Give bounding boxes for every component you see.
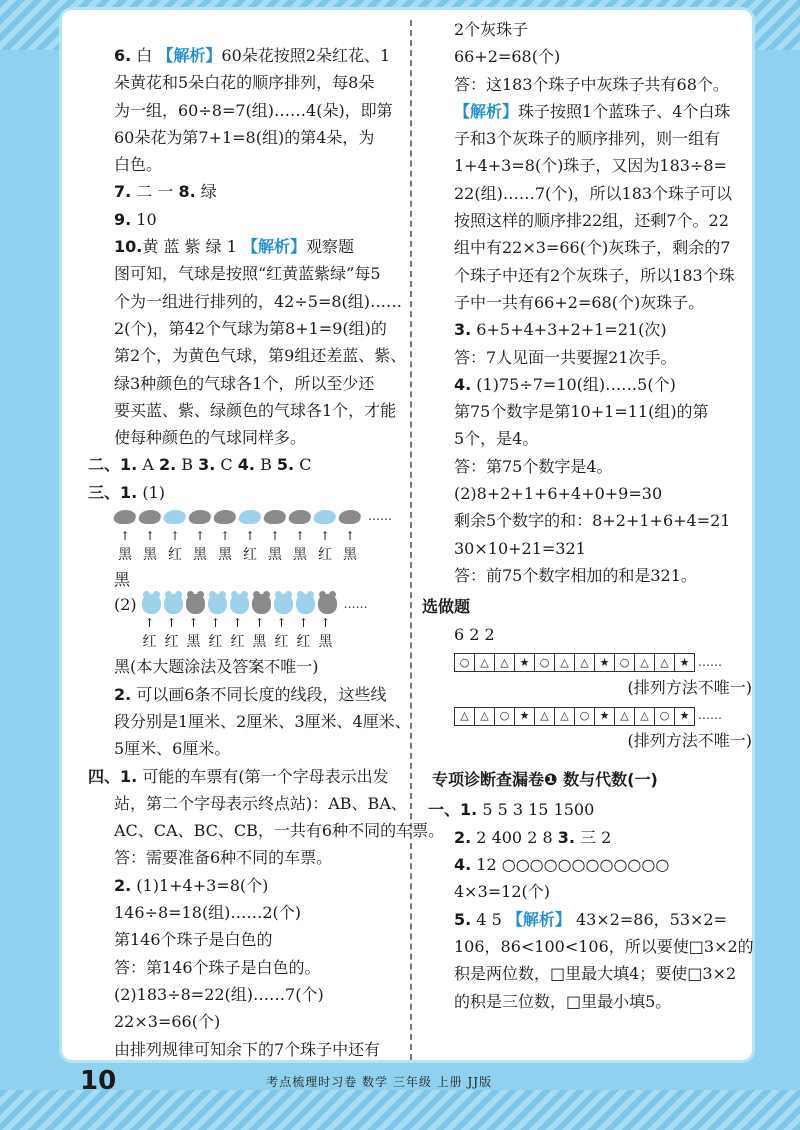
horse-icon xyxy=(211,510,238,524)
q-number: 7. xyxy=(114,182,132,202)
triangle-icon: △ xyxy=(614,707,635,726)
page-number: 10 xyxy=(80,1066,117,1096)
color-label: 黑 xyxy=(343,547,357,564)
arrow-row xyxy=(114,528,404,544)
answer-line: 黑(本大题涂法及答案不唯一) xyxy=(114,657,319,677)
answer-line xyxy=(422,906,762,933)
answer-text: 绿 xyxy=(195,182,217,202)
color-label-row xyxy=(114,544,404,566)
color-label: 红 xyxy=(243,547,257,564)
answer-line: 22(组)……7(个)，所以183个珠子可以 xyxy=(454,183,733,203)
shape-box-row xyxy=(422,652,762,674)
answer-text: 观察题 xyxy=(305,237,354,257)
answer-line: 2(个)，第42个气球为第8+1=9(组)的 xyxy=(114,318,387,338)
answer-line: 5个，是4。 xyxy=(454,429,539,449)
arrow-up-icon: ↑ xyxy=(244,529,256,544)
triangle-icon: △ xyxy=(554,653,575,672)
q-number: 2. xyxy=(454,827,472,847)
arrow-up-icon: ↑ xyxy=(119,529,131,544)
answer-line: 组中有22×3=66(个)灰珠子，剩余的7 xyxy=(454,238,731,258)
analysis-tag: 【解析】 xyxy=(454,101,519,121)
ellipsis: …… xyxy=(698,708,722,723)
left-column xyxy=(88,42,445,1063)
arrow-up-icon: ↑ xyxy=(269,529,281,544)
horse-icon xyxy=(336,510,363,524)
answer-line: 第146个珠子是白色的 xyxy=(114,930,273,950)
answer-text: 2 400 2 8 xyxy=(471,827,558,847)
arrow-up-icon: ↑ xyxy=(210,616,221,631)
section-title xyxy=(422,764,762,796)
answer-line: 使每种颜色的气球同样多。 xyxy=(114,428,307,448)
q-number: 10. xyxy=(114,237,143,257)
arrow-up-icon: ↑ xyxy=(254,616,265,631)
q-number: 4. xyxy=(454,855,472,875)
horse-figure-row xyxy=(114,506,404,528)
color-label: 黑 xyxy=(318,634,333,651)
answer-line xyxy=(422,98,762,125)
answer-line: 朵黄花和5朵白花的顺序排列，每8朵 xyxy=(114,73,375,93)
q-number: 1. xyxy=(120,766,138,786)
arrow-up-icon: ↑ xyxy=(294,529,306,544)
color-label: 红 xyxy=(168,547,182,564)
q-number: 2. xyxy=(114,875,132,895)
page-footer xyxy=(80,1066,720,1096)
star-icon: ★ xyxy=(594,707,615,726)
answer-line xyxy=(422,851,762,878)
answer-line: 60朵花为第7+1=8(组)的第4朵，为 xyxy=(114,127,375,147)
section-title-main: 专项诊断查漏卷 xyxy=(432,770,545,790)
triangle-icon: △ xyxy=(554,707,575,726)
answer-line xyxy=(114,233,404,260)
section-two-answers xyxy=(88,451,404,478)
choice-answer: B xyxy=(176,455,199,475)
circle-icon: ○ xyxy=(534,653,555,672)
q-number: 8. xyxy=(178,182,196,202)
answer-text: 6+5+4+3+2+1=21(次) xyxy=(471,320,667,340)
answer-line: 106，86<100<106，所以要使□3×2的 xyxy=(454,936,754,956)
star-icon: ★ xyxy=(594,653,615,672)
answer-line: 第75个数字是第10+1=11(组)的第 xyxy=(454,402,709,422)
section-three-header xyxy=(88,479,404,506)
answer-line: (2)8+2+1+6+4+0+9=30 xyxy=(454,484,663,504)
triangle-icon: △ xyxy=(474,653,495,672)
column-divider xyxy=(410,20,412,1060)
q-number: 1. xyxy=(120,455,138,475)
q-number: 4. xyxy=(454,374,472,394)
color-label: 红 xyxy=(296,634,311,651)
answer-line: 要买蓝、紫、绿颜色的气球各1个，才能 xyxy=(114,400,397,420)
color-label: 黑 xyxy=(143,547,157,564)
answer-line: 5厘米、6厘米。 xyxy=(114,739,231,759)
answer-line: 2个灰珠子 xyxy=(454,20,529,39)
answer-line: 剩余5个数字的和：8+2+1+6+4=21 xyxy=(454,511,731,531)
choice-answer: B xyxy=(254,455,277,475)
star-icon: ★ xyxy=(674,653,695,672)
answer-line: 的积是三位数，□里最小填5。 xyxy=(454,991,672,1011)
arrow-up-icon: ↑ xyxy=(276,616,287,631)
answer-text: 可以画6条不同长度的线段，这些线 xyxy=(131,684,387,704)
answer-text: (1)75÷7=10(组)……5(个) xyxy=(471,374,676,394)
answer-line xyxy=(114,178,404,205)
circle-icon: ○ xyxy=(454,653,475,672)
bear-icon xyxy=(186,594,205,614)
color-label: 红 xyxy=(142,634,157,651)
choice-answer: C xyxy=(215,455,238,475)
answer-line: 子和3个灰珠子的顺序排列，则一组有 xyxy=(454,129,721,149)
color-label: 黑 xyxy=(193,547,207,564)
answer-line: 黑 xyxy=(114,570,131,590)
horse-icon xyxy=(311,510,338,524)
number-badge: ❶ xyxy=(544,770,558,790)
circle-icon: ○ xyxy=(574,707,595,726)
arrow-up-icon: ↑ xyxy=(169,529,181,544)
answer-line: 30×10+21=321 xyxy=(454,538,586,558)
answer-text: 三 2 xyxy=(574,827,612,847)
answer-line: 4×3=12(个) xyxy=(454,882,551,902)
arrow-up-icon: ↑ xyxy=(144,616,155,631)
bear-icon xyxy=(296,594,315,614)
section-label: 一、 xyxy=(428,800,461,820)
color-label: 黑 xyxy=(186,634,201,651)
answer-line xyxy=(114,681,404,708)
bear-icon xyxy=(164,594,183,614)
answer-line: 绿3种颜色的气球各1个，所以至少还 xyxy=(114,373,375,393)
answer-line xyxy=(422,824,762,851)
answer-text: 5 5 3 15 1500 xyxy=(477,800,595,820)
section-title-sub: 数与代数(一) xyxy=(557,770,658,790)
answer-line xyxy=(114,872,404,899)
star-icon: ★ xyxy=(674,707,695,726)
bear-icon xyxy=(142,594,161,614)
triangle-icon: △ xyxy=(454,707,475,726)
horse-icon xyxy=(186,510,213,524)
bear-icon xyxy=(230,594,249,614)
shape-box-row xyxy=(422,705,762,727)
answer-line: 答：7人见面一共要握21次手。 xyxy=(454,347,677,367)
answer-line: 白色。 xyxy=(114,155,163,175)
analysis-tag: 【解析】 xyxy=(506,909,571,929)
q-number: 9. xyxy=(114,209,132,229)
color-label: 黑 xyxy=(218,547,232,564)
q-number: 3. xyxy=(454,320,472,340)
answer-line xyxy=(422,796,762,823)
triangle-icon: △ xyxy=(574,653,595,672)
arrow-up-icon: ↑ xyxy=(188,616,199,631)
color-label-row xyxy=(140,631,404,653)
section-label: 三、 xyxy=(88,482,121,502)
horse-icon xyxy=(236,510,263,524)
arrow-up-icon: ↑ xyxy=(298,616,309,631)
bear-icon xyxy=(208,594,227,614)
answer-line: AC、CA、BC、CB，一共有6种不同的车票。 xyxy=(114,821,445,841)
ellipsis: …… xyxy=(368,509,392,524)
answer-text: 60朵花按照2朵红花、1 xyxy=(221,46,391,65)
answer-line: (2)183÷8=22(组)……7(个) xyxy=(114,984,324,1004)
section-label: 四、 xyxy=(88,766,121,786)
arrow-up-icon: ↑ xyxy=(166,616,177,631)
answer-line: 站，第二个字母表示终点站)：AB、BA、 xyxy=(114,793,407,813)
answer-line xyxy=(88,763,404,790)
note: (排列方法不唯一) xyxy=(627,731,752,751)
triangle-icon: △ xyxy=(534,707,555,726)
choice-answer: A xyxy=(137,455,159,475)
answer-text: (1) xyxy=(137,482,165,502)
bear-icon xyxy=(252,594,271,614)
color-label: 黑 xyxy=(293,547,307,564)
answer-line xyxy=(422,371,762,398)
arrow-up-icon: ↑ xyxy=(144,529,156,544)
bear-icon xyxy=(274,594,293,614)
triangle-icon: △ xyxy=(654,653,675,672)
circle-icon: ○ xyxy=(614,653,635,672)
q-number: 1. xyxy=(120,482,138,502)
circle-icon: ○ xyxy=(494,707,515,726)
triangle-icon: △ xyxy=(474,707,495,726)
horse-icon xyxy=(286,510,313,524)
color-label: 红 xyxy=(208,634,223,651)
answer-text: 10 xyxy=(131,209,157,229)
color-label: 红 xyxy=(164,634,179,651)
q-number: 4. xyxy=(237,455,255,475)
choice-answer: C xyxy=(294,455,312,475)
q-number: 1. xyxy=(460,800,478,820)
answer-line: 个为一组进行排列的，42÷5=8(组)…… xyxy=(114,291,403,311)
answer-line: 答：这183个珠子中灰珠子共有68个。 xyxy=(454,74,729,94)
answer-line: 由排列规律可知余下的7个珠子中还有 xyxy=(114,1039,381,1059)
arrow-up-icon: ↑ xyxy=(319,529,331,544)
ellipsis: …… xyxy=(343,596,368,611)
right-column xyxy=(422,16,762,1015)
horse-icon xyxy=(136,510,163,524)
analysis-tag: 【解析】 xyxy=(241,237,306,257)
triangle-icon: △ xyxy=(634,653,655,672)
answer-line xyxy=(114,42,404,69)
answer-text: 珠子按照1个蓝珠子、4个白珠 xyxy=(518,101,731,121)
answer-line: 图可知，气球是按照“红黄蓝紫绿”每5 xyxy=(114,264,381,284)
color-label: 黑 xyxy=(252,634,267,651)
color-label: 红 xyxy=(274,634,289,651)
arrow-up-icon: ↑ xyxy=(344,529,356,544)
answer-text: 12 ○○○○○○○○○○○○ xyxy=(471,855,670,875)
arrow-up-icon: ↑ xyxy=(232,616,243,631)
answer-text: 二 一 xyxy=(131,182,179,202)
q-number: 3. xyxy=(557,827,575,847)
ellipsis: …… xyxy=(698,655,722,670)
circle-icon: ○ xyxy=(654,707,675,726)
note: (排列方法不唯一) xyxy=(627,677,752,697)
star-icon: ★ xyxy=(514,653,535,672)
answer-line: 1+4+3=8(个)珠子，又因为183÷8= xyxy=(454,156,727,176)
answer-line: 积是两位数，□里最大填4；要使□3×2 xyxy=(454,964,737,984)
answer-text: (1)1+4+3=8(个) xyxy=(131,875,269,895)
answer-line xyxy=(114,206,404,233)
q-number: 2. xyxy=(114,684,132,704)
answer-line: 答：前75个数字相加的和是321。 xyxy=(454,565,697,585)
answer-line xyxy=(422,316,762,343)
answer-line: 66+2=68(个) xyxy=(454,47,561,67)
answer-line: 为一组，60÷8=7(组)……4(朵)，即第 xyxy=(114,100,393,120)
star-icon: ★ xyxy=(514,707,535,726)
color-label: 黑 xyxy=(268,547,282,564)
answer-line: 按照这样的顺序排22组，还剩7个。22 xyxy=(454,211,729,231)
answer-line: 段分别是1厘米、2厘米、3厘米、4厘米、 xyxy=(114,711,411,731)
q-number: 6. xyxy=(114,46,132,65)
answer-text: 43×2=86，53×2= xyxy=(570,909,728,929)
q-number: 2. xyxy=(158,455,177,475)
answer-text: 白 xyxy=(131,46,158,65)
answer-text: 4 5 xyxy=(471,909,507,929)
q-number: 3. xyxy=(198,455,216,475)
color-label: 红 xyxy=(318,547,332,564)
answer-line: 146÷8=18(组)……2(个) xyxy=(114,903,302,923)
section-label: 二、 xyxy=(88,455,121,475)
optional-answers: 6 2 2 xyxy=(454,624,495,644)
horse-icon xyxy=(111,510,138,524)
triangle-icon: △ xyxy=(494,653,515,672)
answer-text: 可能的车票有(第一个字母表示出发 xyxy=(137,766,389,786)
answer-line: 22×3=66(个) xyxy=(114,1012,221,1032)
answer-line: 第2个，为黄色气球，第9组还差蓝、紫、 xyxy=(114,346,407,366)
color-label: 红 xyxy=(230,634,245,651)
answer-line: 个珠子中还有2个灰珠子，所以183个珠 xyxy=(454,265,735,285)
bottom-wave-border xyxy=(0,1090,800,1130)
optional-title: 选做题 xyxy=(422,597,471,617)
horse-icon xyxy=(161,510,188,524)
arrow-up-icon: ↑ xyxy=(219,529,231,544)
answer-line: 子中一共有66+2=68(个)灰珠子。 xyxy=(454,292,705,312)
footer-title: 考点梳理时习卷 数学 三年级 上册 JJ版 xyxy=(266,1074,493,1089)
horse-icon xyxy=(261,510,288,524)
answer-line: 答：第146个珠子是白色的。 xyxy=(114,957,321,977)
analysis-tag: 【解析】 xyxy=(157,46,222,65)
sub-question-label: (2) xyxy=(114,594,137,614)
bear-icon xyxy=(318,594,337,614)
arrow-up-icon: ↑ xyxy=(320,616,331,631)
bear-figure-row xyxy=(114,593,404,615)
answer-line: 答：需要准备6种不同的车票。 xyxy=(114,848,333,868)
triangle-icon: △ xyxy=(634,707,655,726)
arrow-up-icon: ↑ xyxy=(194,529,206,544)
answer-text: 黄 蓝 紫 绿 1 xyxy=(142,237,242,257)
q-number: 5. xyxy=(454,909,472,929)
q-number: 5. xyxy=(276,455,295,475)
answer-line: 答：第75个数字是4。 xyxy=(454,456,613,476)
color-label: 黑 xyxy=(118,547,132,564)
